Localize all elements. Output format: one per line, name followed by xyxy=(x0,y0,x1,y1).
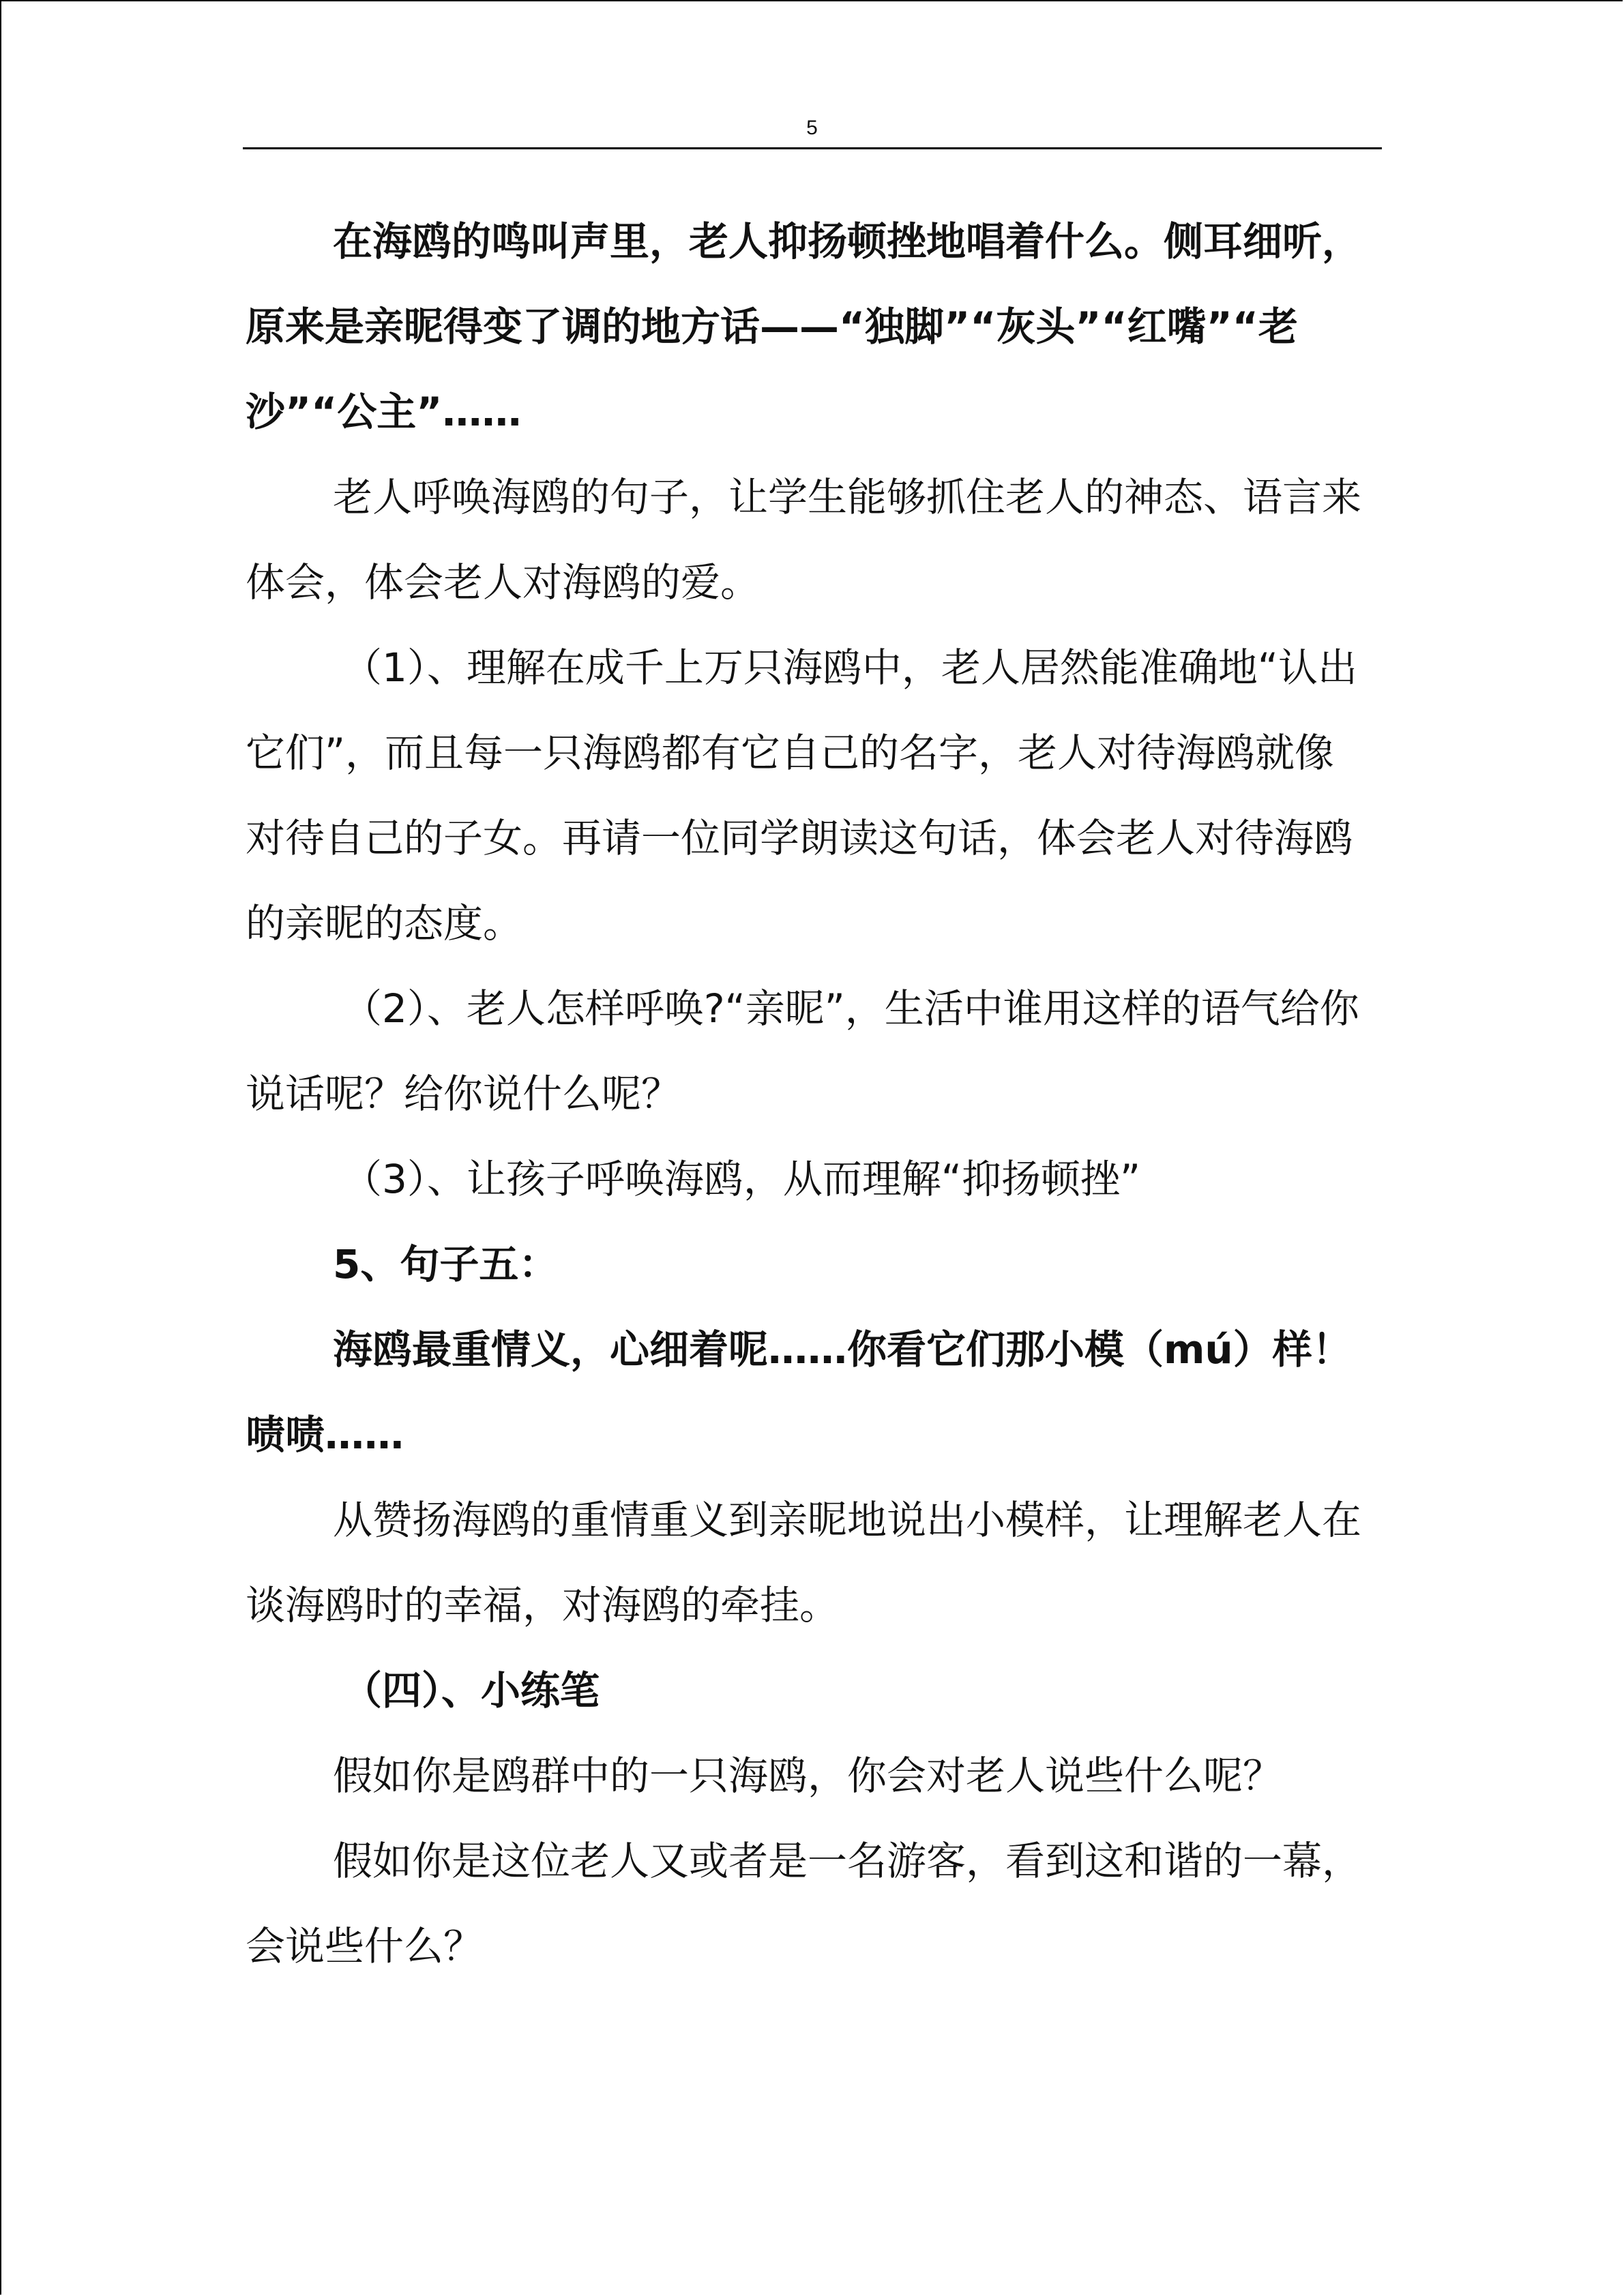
paragraph-point-2: （2）、老人怎样呼唤?“亲昵”，生活中谁用这样的语气给你说话呢？给你说什么呢？ xyxy=(246,985,1359,1117)
document-body xyxy=(246,199,1371,1989)
paragraph-commentary-care: 从赞扬海鸥的重情重义到亲昵地说出小模样，让理解老人在谈海鸥时的幸福，对海鸥的牵挂。 xyxy=(246,1497,1362,1628)
paragraph-point-1: （1）、理解在成千上万只海鸥中，老人居然能准确地“认出它们”，而且每一只海鸥都有它自己的名字，老人对待海鸥就像对待自己的子女。再请一位同学朗读这句话，体会老人对待海鸥的亲昵的态度。 xyxy=(246,644,1357,946)
paragraph-quote-seagull-calls: 在海鸥的鸣叫声里，老人抑扬顿挫地唱着什么。侧耳细听，原来是亲昵得变了调的地方话——“独脚”“灰头”“红嘴”“老沙”“公主”…… xyxy=(246,218,1362,435)
header-rule xyxy=(243,147,1382,149)
paragraph-prompt-old-man: 假如你是这位老人又或者是一名游客，看到这和谐的一幕，会说些什么？ xyxy=(246,1838,1362,1969)
paragraph-quote-sentence-five: 海鸥最重情义，心细着呢……你看它们那小模（mú）样！啧啧…… xyxy=(246,1326,1352,1458)
paragraph-commentary-love: 老人呼唤海鸥的句子，让学生能够抓住老人的神态、语言来体会，体会老人对海鸥的爱。 xyxy=(246,474,1362,606)
page-number: 5 xyxy=(806,117,818,139)
paragraph-point-3: （3）、让孩子呼唤海鸥，从而理解“抑扬顿挫” xyxy=(342,1156,1140,1202)
paragraph-prompt-seagull: 假如你是鸥群中的一只海鸥，你会对老人说些什么呢？ xyxy=(333,1753,1283,1799)
section-heading-sentence-five: 5、句子五： xyxy=(333,1241,559,1287)
section-heading-writing-practice: （四）、小练笔 xyxy=(342,1667,600,1714)
